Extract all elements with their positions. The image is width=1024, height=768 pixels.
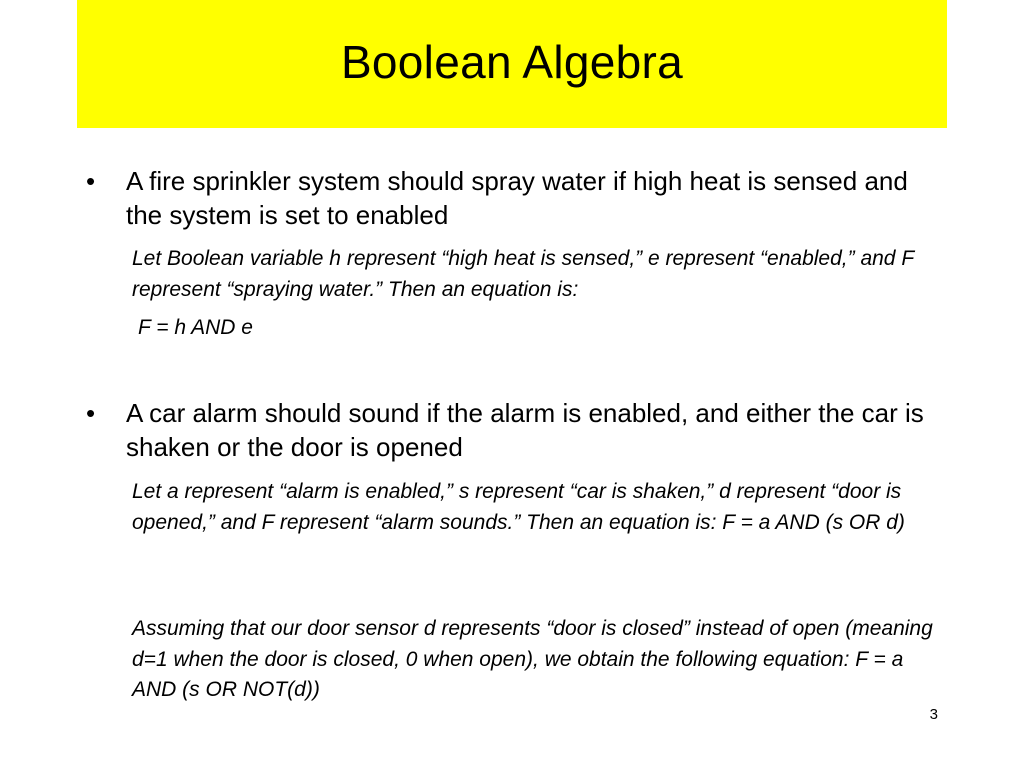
bullet-text	[86, 396, 946, 464]
bullet-text	[86, 164, 946, 232]
sub-text-alarm-door-closed: Assuming that our door sensor d represents “door is closed” instead of open (meaning d=1 when the door is closed, 0 when open), we obtain the following equation: F = a AND (s OR NOT(d))	[132, 617, 933, 701]
bullet-body: A fire sprinkler system should spray water if high heat is sensed and the system is set to enabled	[126, 166, 908, 230]
bullet-item-sprinkler	[86, 164, 946, 232]
page-number: 3	[929, 706, 938, 723]
slide-title: Boolean Algebra	[340, 36, 684, 88]
bullet-dot-icon: •	[86, 398, 96, 428]
bullet-body: A car alarm should sound if the alarm is enabled, and either the car is shaken or the door is opened	[126, 398, 924, 462]
bullet-item-car-alarm	[86, 396, 946, 464]
sub-text-alarm-definition: Let a represent “alarm is enabled,” s represent “car is shaken,” d represent “door is opened,” and F represent “alarm sounds.” Then an equation is: F = a AND (s OR d)	[132, 480, 905, 534]
sub-text-sprinkler-definition: Let Boolean variable h represent “high heat is sensed,” e represent “enabled,” and F represent “spraying water.” Then an equation is:	[132, 247, 914, 301]
bullet-dot-icon: •	[86, 166, 96, 196]
title-banner	[77, 0, 947, 128]
sub-text-sprinkler-equation: F = h AND e	[138, 316, 253, 339]
